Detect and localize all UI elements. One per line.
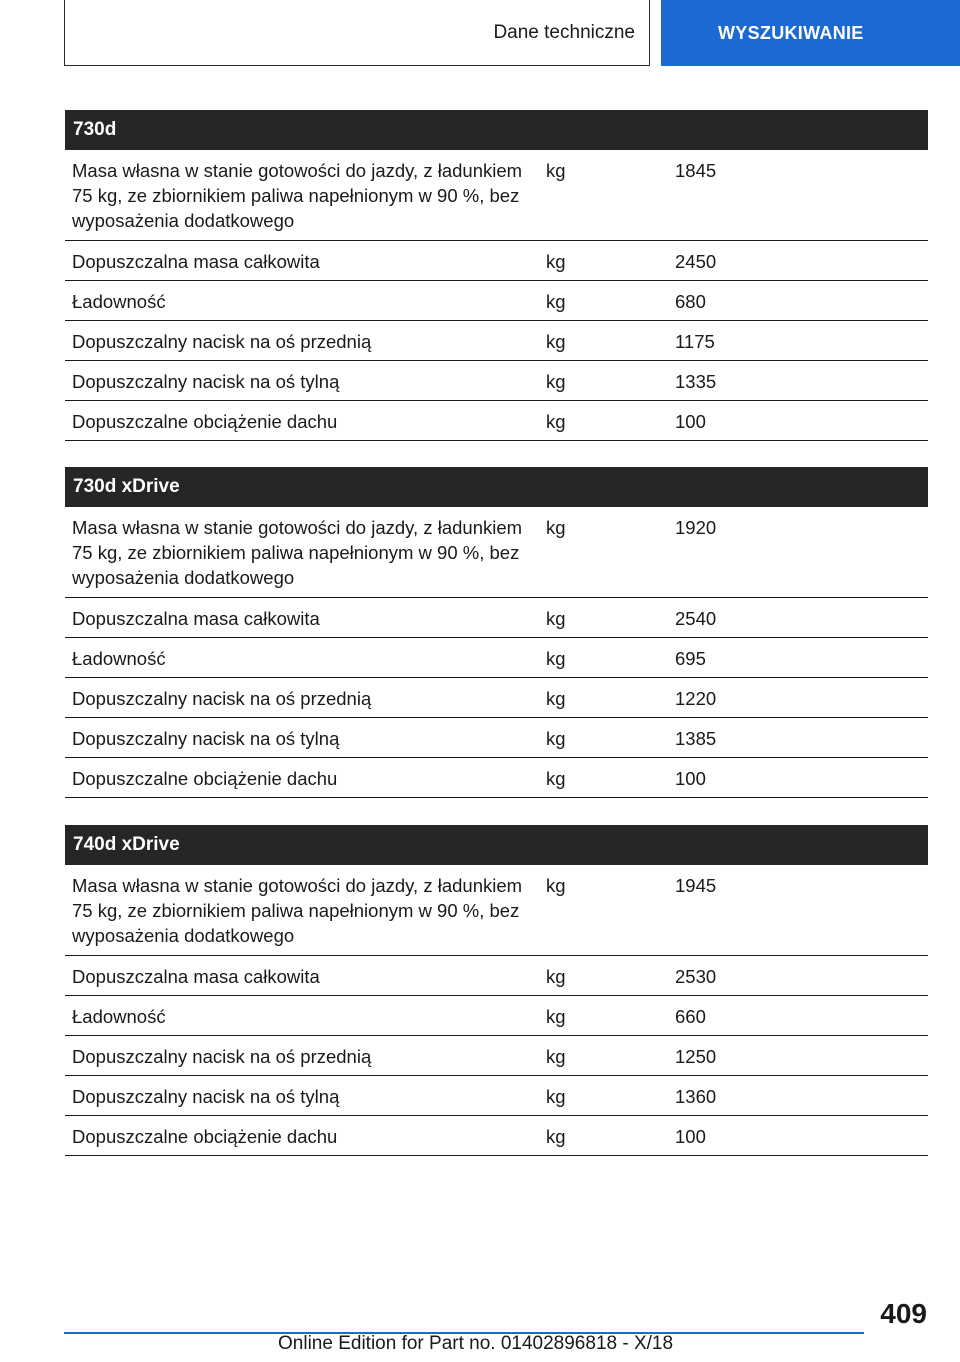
row-unit: kg [539, 757, 668, 797]
row-unit: kg [539, 865, 668, 955]
row-value: 1220 [668, 677, 928, 717]
row-unit: kg [539, 507, 668, 597]
row-unit: kg [539, 360, 668, 400]
table-row [65, 320, 928, 360]
row-unit: kg [539, 240, 668, 280]
row-unit: kg [539, 637, 668, 677]
row-label: Ładowność [65, 280, 539, 320]
row-value: 100 [668, 757, 928, 797]
table-row [65, 757, 928, 797]
table-row [65, 1035, 928, 1075]
table-row [65, 995, 928, 1035]
row-value: 1360 [668, 1075, 928, 1115]
row-value: 2450 [668, 240, 928, 280]
row-label: Dopuszczalne obciążenie dachu [65, 400, 539, 440]
table-row [65, 280, 928, 320]
search-button[interactable] [661, 0, 960, 66]
table-row [65, 360, 928, 400]
table-title: 730d [65, 110, 928, 150]
row-unit: kg [539, 597, 668, 637]
spec-table-730d [65, 110, 928, 441]
row-value: 100 [668, 1115, 928, 1155]
row-value: 1945 [668, 865, 928, 955]
table-row [65, 597, 928, 637]
spec-table-740d-xdrive [65, 825, 928, 1156]
spec-table-730d-xdrive [65, 467, 928, 798]
table-row [65, 1075, 928, 1115]
page-number: 409 [880, 1298, 927, 1329]
row-value: 1175 [668, 320, 928, 360]
top-bar [0, 0, 960, 66]
table-row [65, 240, 928, 280]
row-value: 1845 [668, 150, 928, 240]
row-label: Dopuszczalny nacisk na oś tylną [65, 360, 539, 400]
row-unit: kg [539, 400, 668, 440]
row-label: Masa własna w stanie gotowości do jazdy, z ładunkiem 75 kg, ze zbiornikiem paliwa napełnionym w 90 %, bez wyposażenia dodatkowego [65, 150, 539, 240]
table-row [65, 637, 928, 677]
row-unit: kg [539, 955, 668, 995]
row-unit: kg [539, 1115, 668, 1155]
row-label: Ładowność [65, 995, 539, 1035]
row-label: Dopuszczalna masa całkowita [65, 597, 539, 637]
row-unit: kg [539, 1075, 668, 1115]
row-value: 2540 [668, 597, 928, 637]
row-unit: kg [539, 1035, 668, 1075]
row-label: Ładowność [65, 637, 539, 677]
table-row [65, 955, 928, 995]
table-title: 730d xDrive [65, 467, 928, 507]
row-label: Dopuszczalna masa całkowita [65, 240, 539, 280]
row-value: 695 [668, 637, 928, 677]
row-value: 680 [668, 280, 928, 320]
row-value: 1385 [668, 717, 928, 757]
table-row [65, 865, 928, 955]
row-label: Dopuszczalny nacisk na oś przednią [65, 320, 539, 360]
row-label: Masa własna w stanie gotowości do jazdy, z ładunkiem 75 kg, ze zbiornikiem paliwa napełnionym w 90 %, bez wyposażenia dodatkowego [65, 865, 539, 955]
row-label: Dopuszczalne obciążenie dachu [65, 1115, 539, 1155]
row-unit: kg [539, 677, 668, 717]
row-value: 1920 [668, 507, 928, 597]
row-label: Dopuszczalny nacisk na oś tylną [65, 1075, 539, 1115]
row-unit: kg [539, 717, 668, 757]
row-value: 660 [668, 995, 928, 1035]
row-label: Dopuszczalny nacisk na oś przednią [65, 1035, 539, 1075]
table-row [65, 150, 928, 240]
row-value: 1335 [668, 360, 928, 400]
row-label: Dopuszczalna masa całkowita [65, 955, 539, 995]
footer-edition-text: Online Edition for Part no. 01402896818 - X/18 [278, 1333, 674, 1354]
table-row [65, 717, 928, 757]
table-row [65, 1115, 928, 1155]
row-value: 1250 [668, 1035, 928, 1075]
table-title: 740d xDrive [65, 825, 928, 865]
row-value: 100 [668, 400, 928, 440]
table-row [65, 400, 928, 440]
section-title-label: Dane techniczne [493, 21, 635, 43]
row-unit: kg [539, 280, 668, 320]
row-label: Masa własna w stanie gotowości do jazdy, z ładunkiem 75 kg, ze zbiornikiem paliwa napełnionym w 90 %, bez wyposażenia dodatkowego [65, 507, 539, 597]
table-row [65, 677, 928, 717]
row-value: 2530 [668, 955, 928, 995]
row-unit: kg [539, 150, 668, 240]
row-label: Dopuszczalne obciążenie dachu [65, 757, 539, 797]
search-button-label: WYSZUKIWANIE [718, 22, 864, 43]
row-unit: kg [539, 995, 668, 1035]
section-title[interactable] [64, 0, 650, 66]
row-label: Dopuszczalny nacisk na oś tylną [65, 717, 539, 757]
row-label: Dopuszczalny nacisk na oś przednią [65, 677, 539, 717]
table-row [65, 507, 928, 597]
row-unit: kg [539, 320, 668, 360]
